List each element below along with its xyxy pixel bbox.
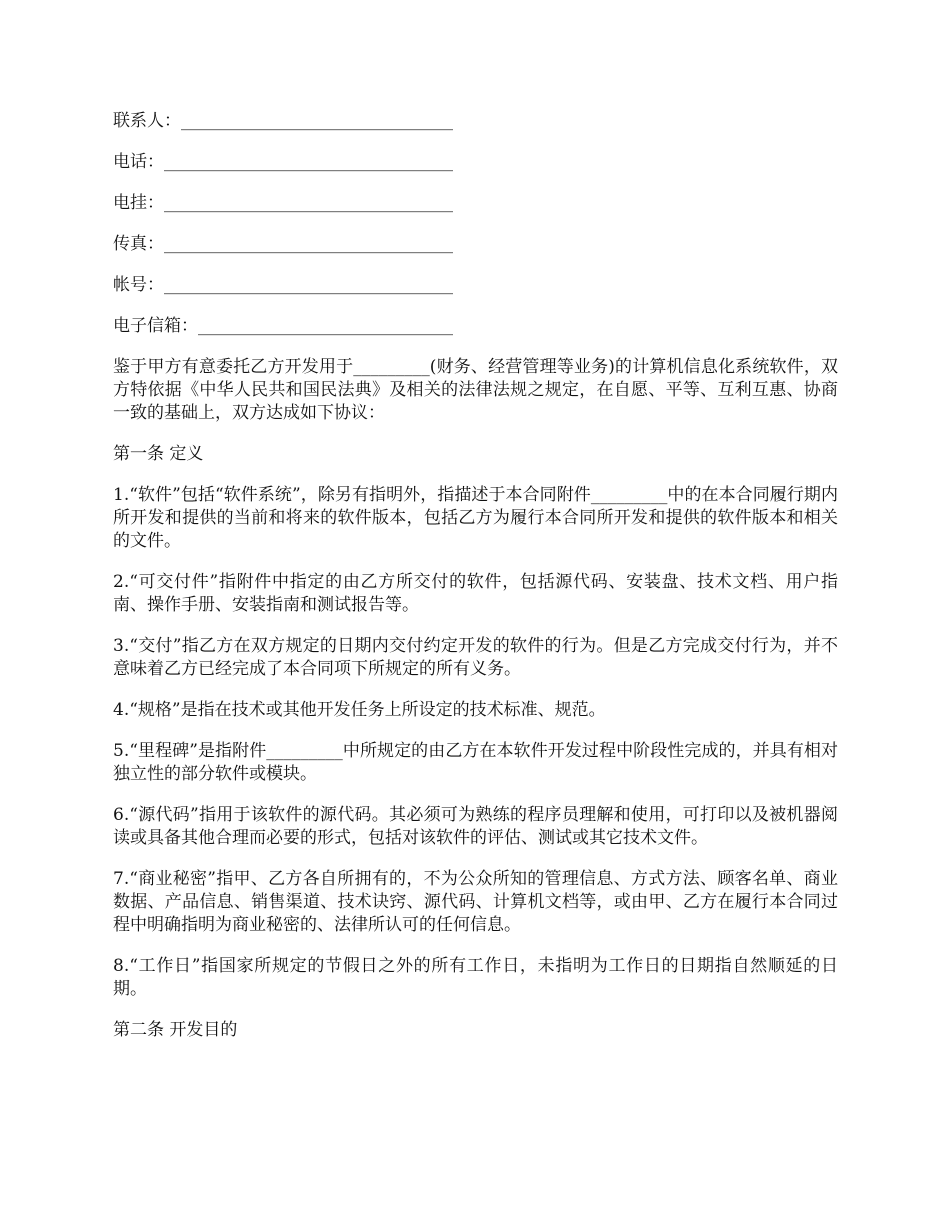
email-field: 电子信箱：______________________________	[113, 316, 453, 336]
definition-trade-secret: 7.“商业秘密”指甲、乙方各自所拥有的，不为公众所知的管理信息、方式方法、顾客名单、商业数据、产品信息、销售渠道、技术诀窍、源代码、计算机文档等，或由甲、乙方在履行本合同过程中明确指明为商业秘密的、法律所认可的任何信息。	[113, 869, 838, 935]
definition-source-code: 6.“源代码”指用于该软件的源代码。其必须可为熟练的程序员理解和使用，可打印以及被机器阅读或具备其他合理而必要的形式，包括对该软件的评估、测试或其它技术文件。	[113, 805, 838, 848]
contract-page	[113, 110, 838, 1060]
account-field: 帐号：__________________________________	[113, 275, 453, 295]
definition-deliverables: 2.“可交付件”指附件中指定的由乙方所交付的软件，包括源代码、安装盘、技术文档、用户指南、操作手册、安装指南和测试报告等。	[113, 572, 838, 615]
article-2-heading: 第二条 开发目的	[113, 1020, 238, 1040]
intro-paragraph: 鉴于甲方有意委托乙方开发用于_________(财务、经营管理等业务)的计算机信息化系统软件，双方特依据《中华人民共和国民法典》及相关的法律法规之规定，在自愿、平等、互利互惠、协商一致的基础上，双方达成如下协议：	[113, 357, 838, 423]
definition-software: 1.“软件”包括“软件系统”，除另有指明外，指描述于本合同附件_________中的在本合同履行期内所开发和提供的当前和将来的软件版本，包括乙方为履行本合同所开发和提供的软件版本和相关的文件。	[113, 485, 838, 551]
definition-delivery: 3.“交付”指乙方在双方规定的日期内交付约定开发的软件的行为。但是乙方完成交付行为，并不意味着乙方已经完成了本合同项下所规定的所有义务。	[113, 636, 838, 679]
definition-milestone: 5.“里程碑”是指附件_________中所规定的由乙方在本软件开发过程中阶段性完成的，并具有相对独立性的部分软件或模块。	[113, 741, 838, 784]
definition-working-day: 8.“工作日”指国家所规定的节假日之外的所有工作日，未指明为工作日的日期指自然顺延的日期。	[113, 956, 838, 999]
phone-field: 电话：__________________________________	[113, 152, 453, 172]
article-1-heading: 第一条 定义	[113, 444, 204, 464]
telegraph-field: 电挂：__________________________________	[113, 193, 453, 213]
fax-field: 传真：__________________________________	[113, 234, 453, 254]
contact-person-field: 联系人：________________________________	[113, 111, 453, 131]
definition-specification: 4.“规格”是指在技术或其他开发任务上所设定的技术标准、规范。	[113, 700, 606, 720]
